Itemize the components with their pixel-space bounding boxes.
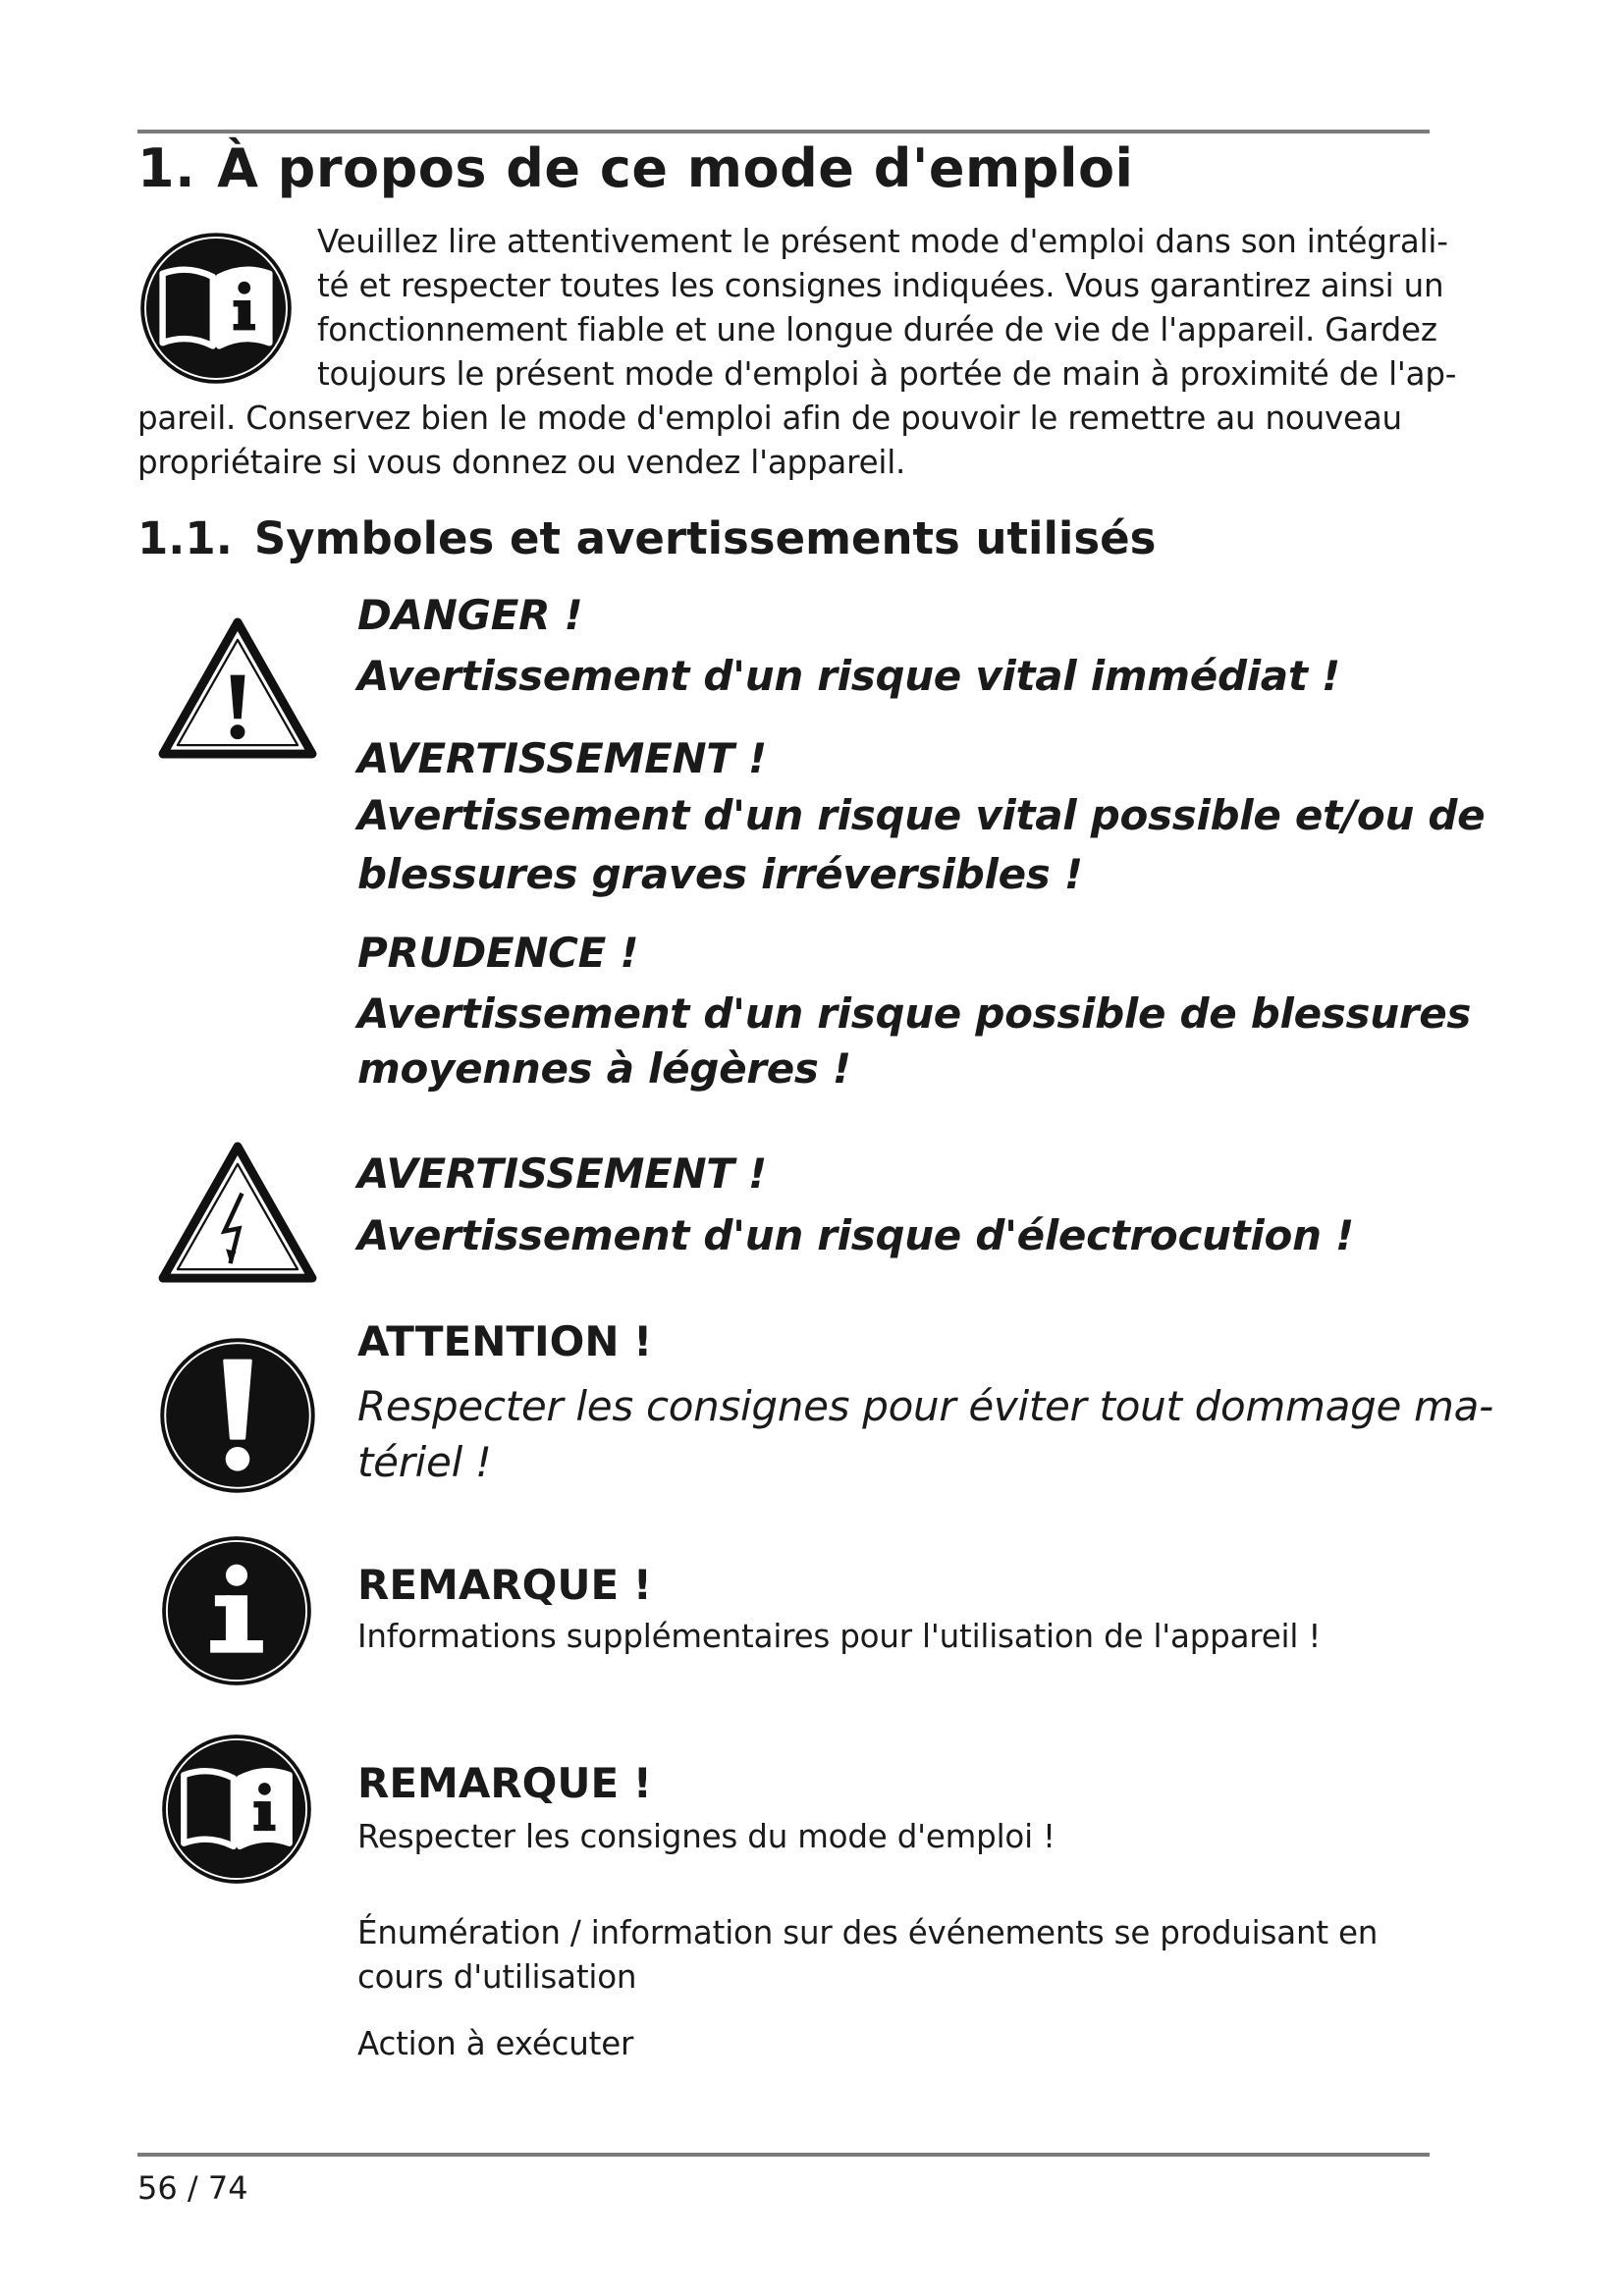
electric-label: AVERTISSEMENT ! [357,1149,767,1198]
remarque-manual-label: REMARQUE ! [357,1759,652,1807]
bottom-rule [137,2153,1430,2157]
manual-info-icon [137,230,295,387]
intro-line-4: toujours le présent mode d'emploi à portée de main à proximité de l'ap- [317,355,1457,393]
attention-text-1: Respecter les consignes pour éviter tout dommage ma- [357,1382,1493,1430]
action-text: Action à exécuter [357,2025,634,2062]
exclamation-circle-icon [157,1335,318,1496]
attention-text-2: tériel ! [357,1438,492,1486]
subsection-heading: 1.1. Symboles et avertissements utilisés [137,512,1157,564]
intro-line-3: fonctionnement fiable et une longue durée de vie de l'appareil. Gardez [317,311,1437,348]
remarque-info-text: Informations supplémentaires pour l'utilisation de l'appareil ! [357,1618,1322,1655]
attention-label: ATTENTION ! [357,1317,653,1365]
danger-label: DANGER ! [357,591,583,639]
prudence-text-2: moyennes à légères ! [357,1044,851,1093]
avertissement-text-1: Avertissement d'un risque vital possible et/ou de [357,791,1486,839]
section-heading: 1. À propos de ce mode d'emploi [137,137,1134,199]
manual-note-icon [159,1732,314,1887]
intro-line-5: pareil. Conservez bien le mode d'emploi afin de pouvoir le remettre au nouveau [137,400,1402,437]
info-circle-icon [159,1533,314,1688]
page-number: 56 / 74 [137,2169,248,2207]
prudence-text-1: Avertissement d'un risque possible de blessures [357,989,1472,1038]
intro-line-1: Veuillez lire attentivement le présent mode d'emploi dans son intégrali- [317,223,1448,260]
remarque-info-label: REMARQUE ! [357,1561,652,1609]
avertissement-text-2: blessures graves irréversibles ! [357,850,1083,898]
intro-line-6: propriétaire si vous donnez ou vendez l'appareil. [137,444,906,481]
avertissement-label: AVERTISSEMENT ! [357,734,767,782]
top-rule [137,130,1430,133]
electric-warning-icon [157,1141,318,1284]
intro-line-2: té et respecter toutes les consignes indiquées. Vous garantirez ainsi un [317,267,1444,304]
warning-triangle-icon [157,616,318,760]
remarque-manual-text: Respecter les consignes du mode d'emploi ! [357,1818,1056,1855]
enumeration-text-1: Énumération / information sur des événements se produisant en [357,1914,1379,1951]
electric-text: Avertissement d'un risque d'électrocution ! [357,1211,1354,1259]
enumeration-text-2: cours d'utilisation [357,1958,637,1996]
danger-text: Avertissement d'un risque vital immédiat ! [357,652,1340,700]
prudence-label: PRUDENCE ! [357,929,639,977]
